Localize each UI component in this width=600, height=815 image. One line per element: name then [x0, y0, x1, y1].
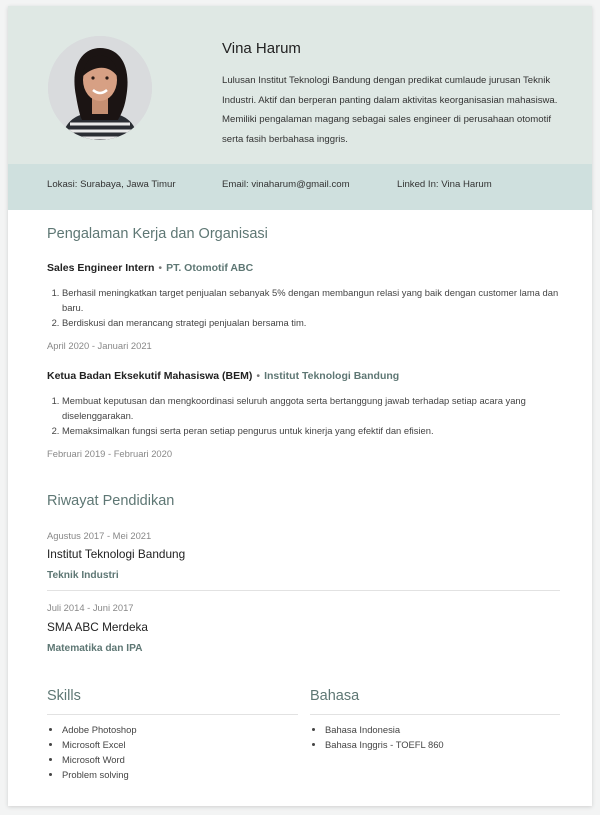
skills-divider: [47, 714, 298, 715]
contact-bar: [8, 164, 592, 210]
languages-divider: [310, 714, 560, 715]
profile-photo-illustration: [48, 36, 152, 140]
education-school: SMA ABC Merdeka: [47, 620, 148, 634]
education-school: Institut Teknologi Bandung: [47, 547, 186, 561]
job-task: 2. Berdiskusi dan merancang strategi penjualan bersama tim.: [62, 315, 567, 330]
job-title: [47, 370, 399, 382]
languages-section-title: Bahasa: [310, 688, 360, 704]
education-date: Agustus 2017 - Mei 2021: [47, 530, 152, 541]
job-organization: Institut Teknologi Bandung: [264, 370, 400, 382]
job-task: 1. Berhasil meningkatkan target penjualan sebanyak 5% dengan membangun relasi yang baik dengan customer lama dan baru.: [62, 285, 567, 315]
language-item: • Bahasa Indonesia: [325, 722, 444, 737]
languages-list: [311, 722, 444, 752]
skill-item: • Microsoft Excel: [62, 737, 137, 752]
skill-item: • Microsoft Word: [62, 752, 137, 767]
education-date: Juli 2014 - Juni 2017: [47, 602, 134, 613]
candidate-name: Vina Harum: [222, 40, 301, 57]
job-organization: PT. Otomotif ABC: [166, 262, 254, 274]
skills-section-title: Skills: [47, 688, 81, 704]
job-date: Februari 2019 - Februari 2020: [47, 448, 173, 459]
skills-list: [48, 722, 137, 782]
education-major: Matematika dan IPA: [47, 643, 143, 654]
job-task-list: [47, 393, 567, 438]
education-major: Teknik Industri: [47, 570, 119, 581]
job-task-list: [47, 285, 567, 330]
contact-location: Lokasi: Surabaya, Jawa Timur: [47, 179, 176, 190]
skill-item: • Adobe Photoshop: [62, 722, 137, 737]
job-role: Ketua Badan Eksekutif Mahasiswa (BEM): [47, 370, 253, 382]
experience-section-title: Pengalaman Kerja dan Organisasi: [47, 226, 268, 242]
job-title: [47, 262, 253, 274]
job-role: Sales Engineer Intern: [47, 262, 155, 274]
skill-item: • Problem solving: [62, 767, 137, 782]
job-task: 2. Memaksimalkan fungsi serta peran setiap pengurus untuk kinerja yang efektif dan efisien.: [62, 423, 567, 438]
profile-photo: [48, 36, 152, 140]
contact-email: Email: vinaharum@gmail.com: [222, 179, 350, 190]
contact-linkedin: Linked In: Vina Harum: [397, 179, 492, 190]
education-section-title: Riwayat Pendidikan: [47, 493, 175, 509]
resume-page: [8, 6, 592, 806]
language-item: • Bahasa Inggris - TOEFL 860: [325, 737, 444, 752]
job-separator: •: [158, 262, 163, 274]
job-date: April 2020 - Januari 2021: [47, 340, 152, 351]
profile-summary: Lulusan Institut Teknologi Bandung dengan predikat cumlaude jurusan Teknik Industri. Aktif dan berperan panting dalam aktivitas keorganisasian mahasiswa. Memiliki pengalaman magang sebagai sales engineer di perusahaan otomotif serta fasih berbahasa inggris.: [222, 75, 558, 145]
education-divider: [47, 590, 560, 591]
job-task: 1. Membuat keputusan dan mengkoordinasi seluruh anggota serta bertanggung jawab terhadap setiap acara yang diselenggarakan.: [62, 393, 567, 423]
job-separator: •: [256, 370, 261, 382]
resume-header: [8, 6, 592, 164]
